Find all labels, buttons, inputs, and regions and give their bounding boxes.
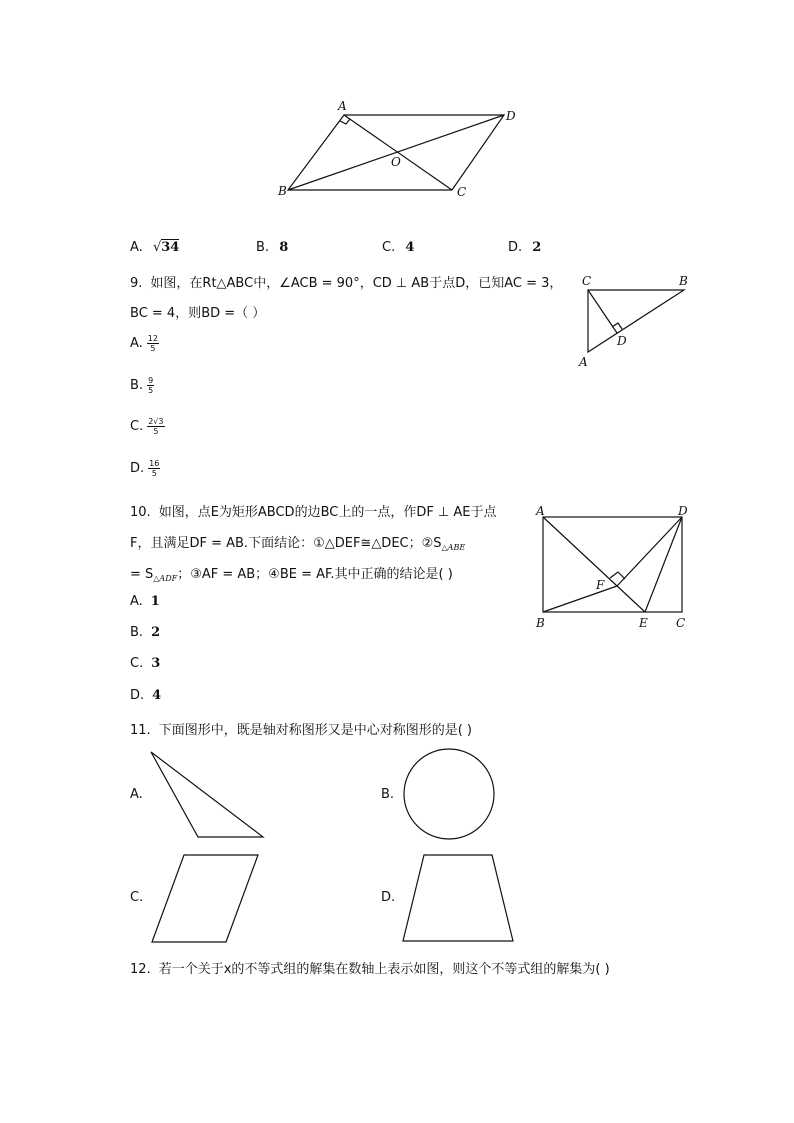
- label-a: A: [536, 504, 545, 518]
- sqrt-sign: √: [152, 240, 162, 255]
- q9-option-a[interactable]: A. $\frac{12}{5}$: [130, 334, 158, 353]
- q11-option-c-parallelogram[interactable]: [145, 850, 265, 946]
- rectangle-abcd: [543, 517, 682, 612]
- segment-ae: [543, 517, 645, 612]
- segment-bf: [543, 586, 617, 612]
- q11-option-b-circle[interactable]: [400, 745, 500, 843]
- q12-stem: 12. 若一个关于x的不等式组的解集在数轴上表示如图，则这个不等式组的解集为( ): [130, 962, 610, 977]
- label-c: C: [676, 616, 686, 630]
- q11-stem: 11. 下面图形中，既是轴对称图形又是中心对称图形的是( ): [130, 723, 472, 738]
- q11-option-d-label[interactable]: D.: [381, 890, 396, 905]
- q11-option-b-label[interactable]: B.: [381, 787, 395, 802]
- diagonal-ac: [344, 115, 452, 190]
- label-b: B: [679, 274, 688, 288]
- q9-option-b[interactable]: B. $\frac{9}{5}$: [130, 376, 154, 395]
- q8-option-a[interactable]: A. √34: [130, 240, 180, 255]
- q11-option-a-label[interactable]: A.: [130, 787, 143, 802]
- q9-option-c[interactable]: C. $\frac{2√3}{5}$: [130, 417, 164, 436]
- segment-df: [617, 517, 682, 586]
- diagonal-bd: [288, 115, 504, 190]
- q10-option-c[interactable]: C. 3: [130, 656, 161, 671]
- q10-option-d[interactable]: D. 4: [130, 688, 162, 703]
- q8-figure: [270, 95, 530, 205]
- label-a: A: [579, 355, 588, 369]
- q8-option-b[interactable]: B. 8: [256, 240, 289, 255]
- triangle-abc: [588, 290, 684, 352]
- q10-stem-line2: F，且满足DF = AB.下面结论：①△DEF≅△DEC；$②S_{\triangle ABE}$: [130, 536, 466, 552]
- label-d: D: [617, 334, 627, 348]
- q9-option-d[interactable]: D. $\frac{16}{5}$: [130, 459, 160, 478]
- q9-stem-line1: 9. 如图，在Rt△ABC中，∠ACB = 90°，CD ⊥ AB于点D，已知AC = 3，: [130, 276, 563, 291]
- q8-option-c[interactable]: C. 4: [382, 240, 415, 255]
- label-c: C: [582, 274, 592, 288]
- label-e: E: [639, 616, 648, 630]
- q10-option-a[interactable]: A. 1: [130, 594, 160, 609]
- label-b: B: [536, 616, 545, 630]
- q10-figure: [530, 500, 700, 635]
- label-b: B: [278, 184, 287, 198]
- q9-figure: [572, 270, 697, 370]
- right-angle-mark-f: [610, 572, 625, 579]
- label-f: F: [596, 578, 605, 592]
- label-a: A: [338, 99, 347, 113]
- right-angle-mark: [340, 119, 350, 124]
- q11-option-d-trapezoid[interactable]: [396, 850, 521, 946]
- q11-option-a-triangle[interactable]: [145, 748, 270, 843]
- q10-stem-line1: 10. 如图，点E为矩形ABCD的边BC上的一点，作DF ⊥ AE于点: [130, 505, 497, 520]
- label-c: C: [457, 185, 467, 199]
- q11-option-c-label[interactable]: C.: [130, 890, 144, 905]
- q9-stem-line2: BC = 4，则BD =（ ）: [130, 306, 266, 321]
- label-d: D: [678, 504, 688, 518]
- label-o: O: [391, 155, 401, 169]
- q10-stem-line3: = $S_{\triangle ADF}$；③AF = AB；④BE = AF.其中正确的结论是( ): [130, 567, 453, 583]
- segment-de: [645, 517, 682, 612]
- q8-option-d[interactable]: D. 2: [508, 240, 542, 255]
- label-d: D: [506, 109, 516, 123]
- q10-option-b[interactable]: B. 2: [130, 625, 161, 640]
